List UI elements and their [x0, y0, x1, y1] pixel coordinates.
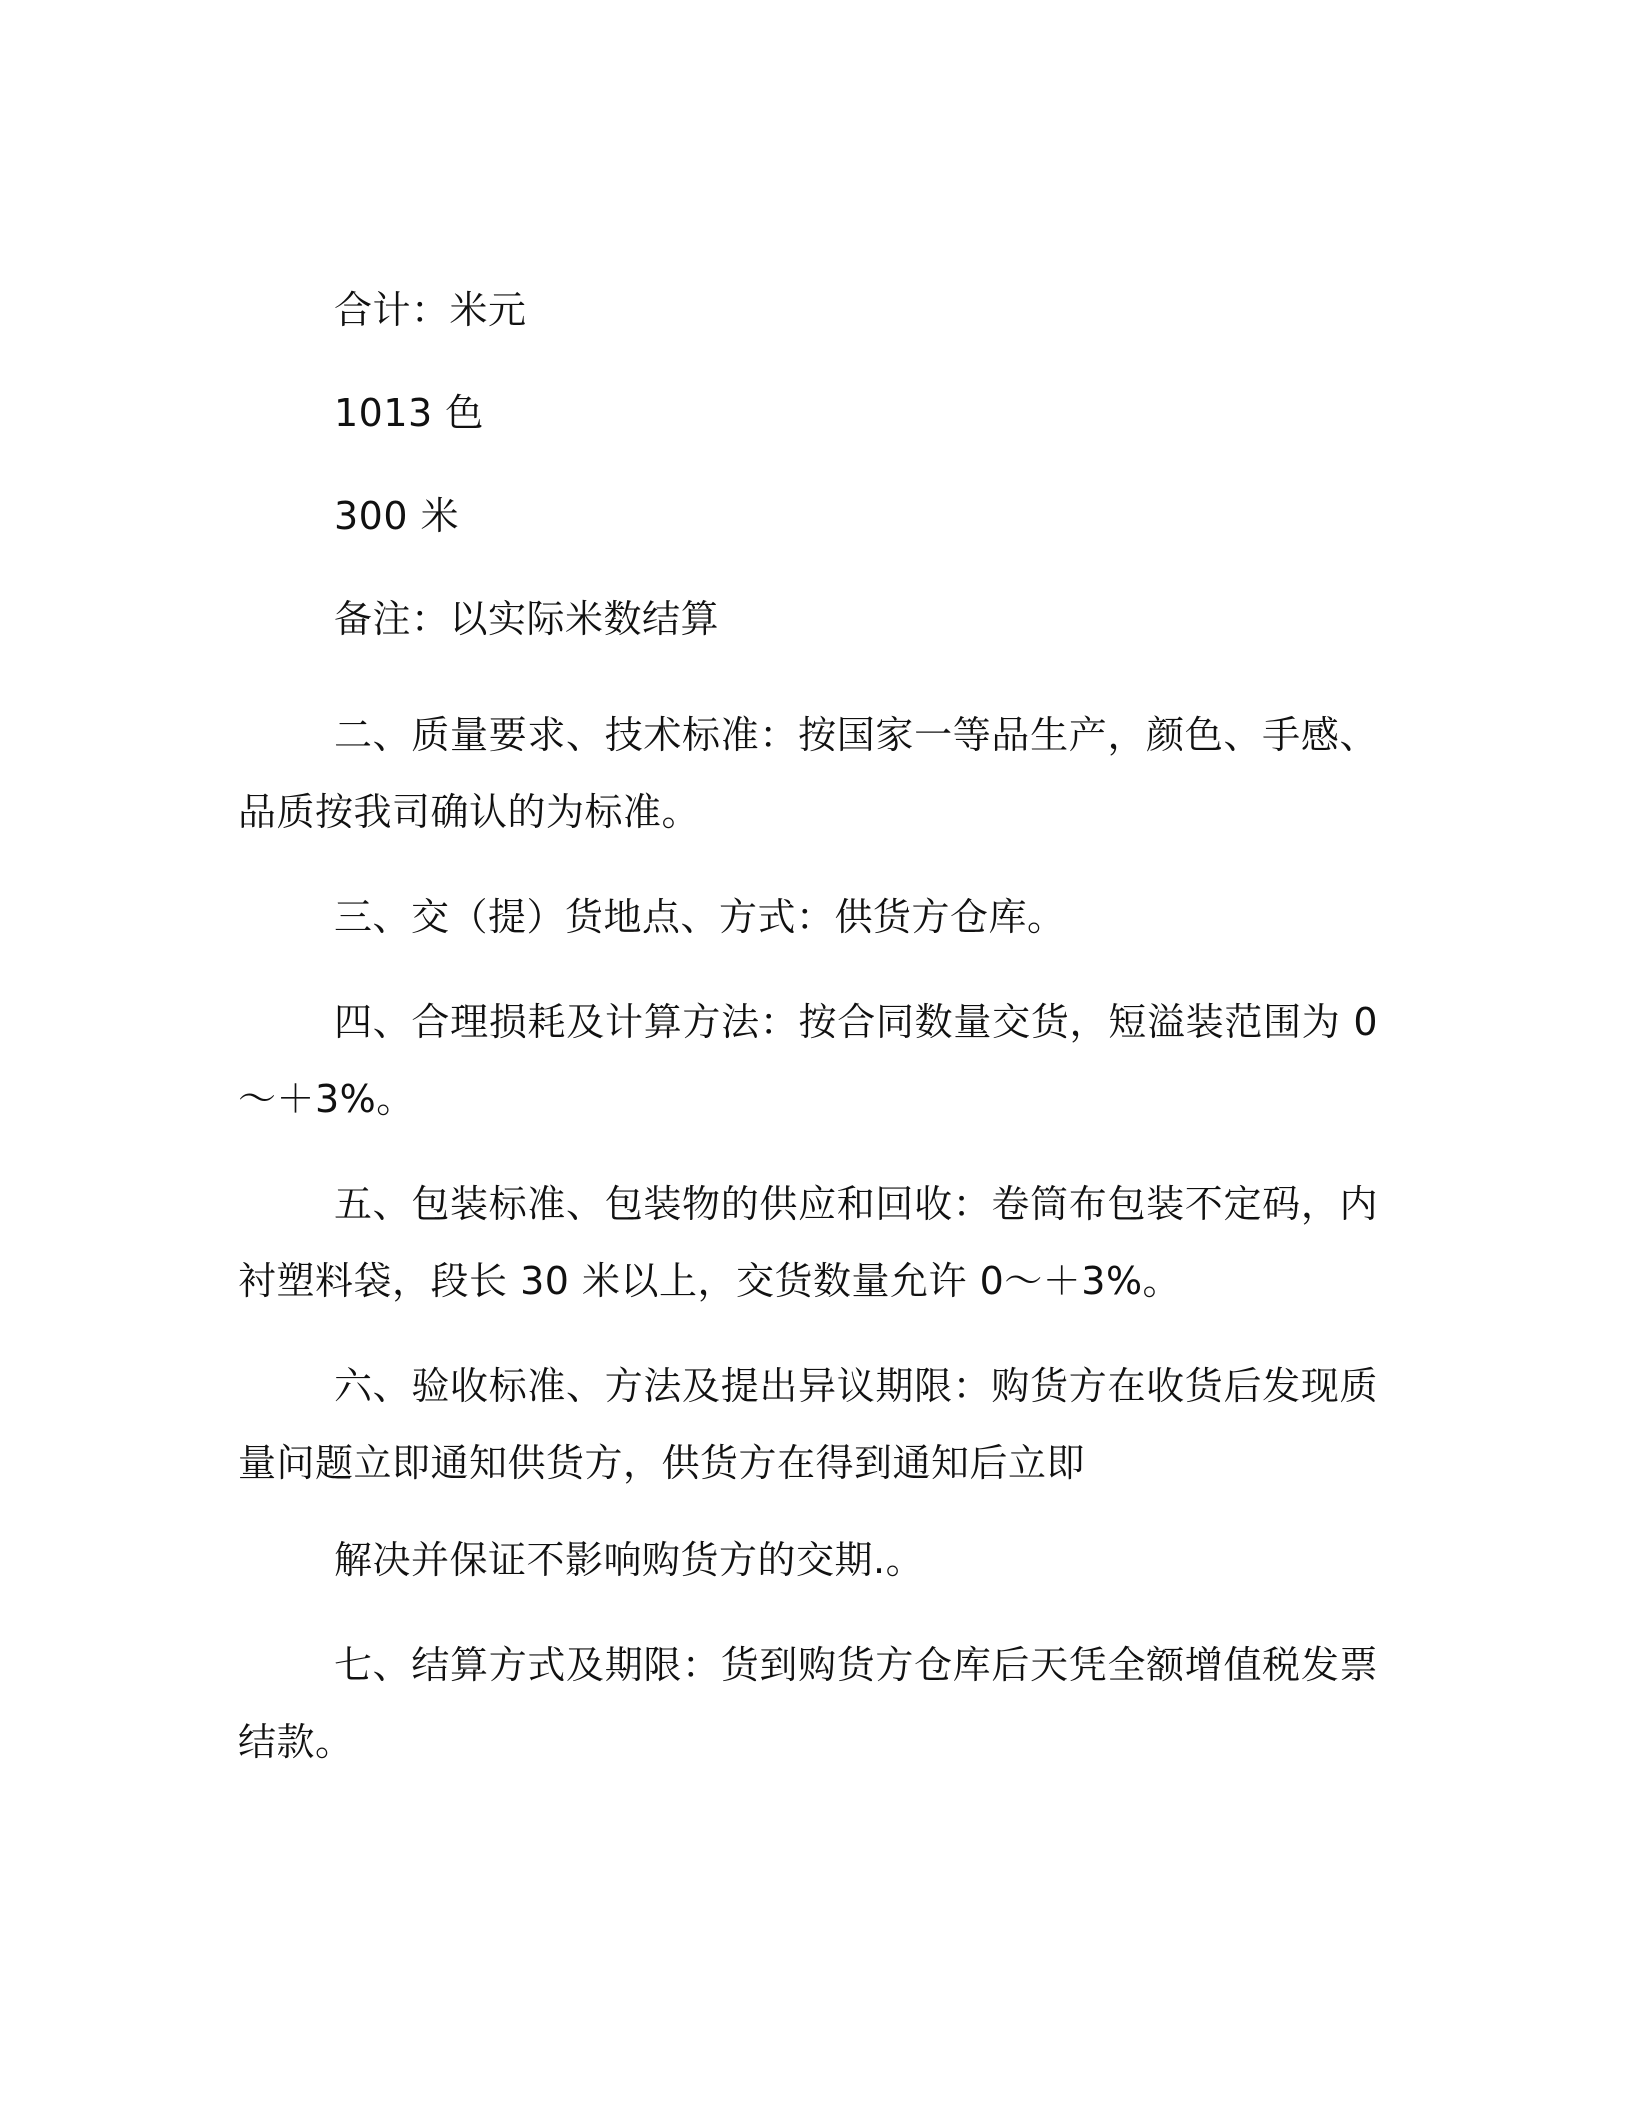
- clause-acceptance-continued: 解决并保证不影响购货方的交期.。: [334, 1538, 925, 1582]
- clause-delivery: 三、交（提）货地点、方式：供货方仓库。: [334, 895, 1066, 939]
- document-body: [238, 285, 1378, 1809]
- clause-quality: 二、质量要求、技术标准：按国家一等品生产，颜色、手感、品质按我司确认的为标准。: [238, 713, 1378, 834]
- clause-packaging: 五、包装标准、包装物的供应和回收：卷筒布包装不定码，内衬塑料袋，段长 30 米以上，交货数量允许 0～＋3%。: [238, 1182, 1378, 1303]
- clause-acceptance: 六、验收标准、方法及提出异议期限：购货方在收货后发现质量问题立即通知供货方，供货方在得到通知后立即: [238, 1364, 1378, 1485]
- clause-loss: 四、合理损耗及计算方法：按合同数量交货，短溢装范围为 0～＋3%。: [238, 1000, 1378, 1121]
- total-line: 合计：米元: [334, 288, 527, 332]
- color-line: 1013 色: [334, 391, 484, 435]
- meters-line: 300 米: [334, 494, 460, 538]
- clause-settlement: 七、结算方式及期限：货到购货方仓库后天凭全额增值税发票 结款。: [238, 1643, 1378, 1764]
- remarks-line: 备注：以实际米数结算: [334, 597, 720, 641]
